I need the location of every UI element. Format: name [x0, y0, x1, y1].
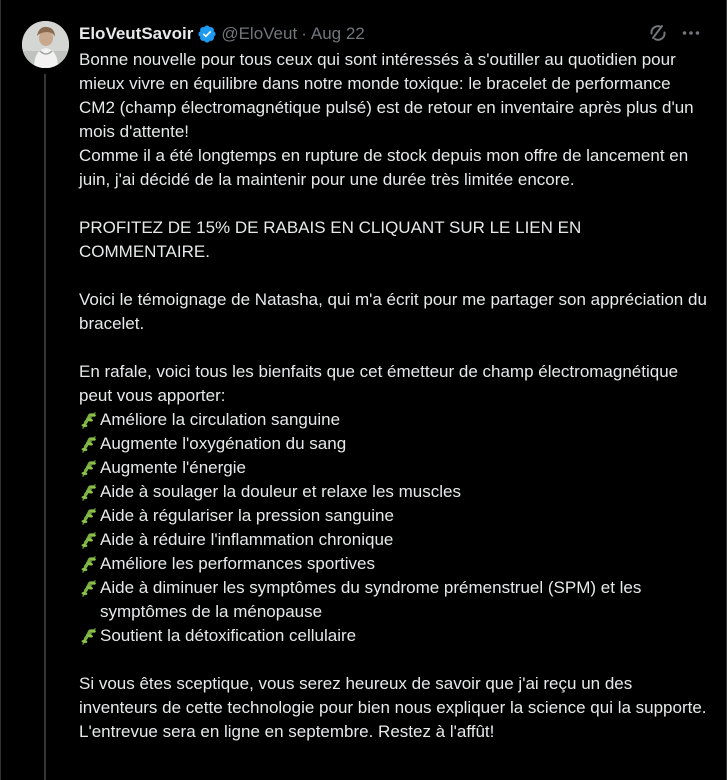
benefit-list [79, 408, 709, 648]
herb-icon [79, 482, 99, 502]
paragraph-gap [79, 264, 709, 288]
benefit-item [79, 408, 709, 432]
avatar[interactable] [22, 21, 69, 68]
benefit-text: Aide à régulariser la pression sanguine [100, 506, 394, 525]
verified-badge-icon [197, 24, 217, 44]
display-name[interactable]: EloVeutSavoir [79, 24, 194, 43]
benefit-item [79, 480, 709, 504]
benefit-text: Aide à soulager la douleur et relaxe les muscles [100, 482, 461, 501]
herb-icon [79, 554, 99, 574]
intro-paragraph-1: Bonne nouvelle pour tous ceux qui sont intéressés à s'outiller au quotidien pour mieux vivre en équilibre dans notre monde toxique: le bracelet de performance CM2 (champ électromagnétique pulsé) est de retour en inventaire après plus d'un mois d'attente! [79, 50, 694, 141]
herb-icon [79, 626, 99, 646]
testimonial-text: Voici le témoignage de Natasha, qui m'a écrit pour me partager son appréciation du bracelet. [79, 290, 707, 333]
tweet-date[interactable]: Aug 22 [310, 24, 365, 43]
herb-icon [79, 578, 99, 598]
separator-dot: · [301, 24, 307, 43]
benefit-text: Soutient la détoxification cellulaire [100, 626, 357, 645]
intro-paragraph-2: Comme il a été longtemps en rupture de stock depuis mon offre de lancement en juin, j'ai décidé de la maintenir pour une durée très limitée encore. [79, 146, 689, 189]
herb-icon [79, 530, 99, 550]
benefit-text: Augmente l'énergie [100, 458, 246, 477]
paragraph-gap [79, 648, 709, 672]
avatar-image [22, 21, 69, 68]
benefit-text: Améliore la circulation sanguine [100, 410, 341, 429]
benefit-text: Augmente l'oxygénation du sang [100, 434, 347, 453]
tweet-header [79, 23, 365, 45]
benefit-text: Aide à réduire l'inflammation chronique [100, 530, 394, 549]
benefit-item [79, 528, 709, 552]
promo-text: PROFITEZ DE 15% DE RABAIS EN CLIQUANT SUR LE LIEN EN COMMENTAIRE. [79, 218, 582, 261]
grok-icon[interactable] [647, 22, 669, 44]
benefit-item [79, 624, 709, 648]
benefit-text: Aide à diminuer les symptômes du syndrome prémenstruel (SPM) et les symptômes de la ménopause [100, 578, 642, 621]
benefit-text: Améliore les performances sportives [100, 554, 375, 573]
benefit-item [79, 432, 709, 456]
benefits-intro: En rafale, voici tous les bienfaits que cet émetteur de champ électromagnétique peut vous apporter: [79, 362, 679, 405]
paragraph-gap [79, 192, 709, 216]
herb-icon [79, 458, 99, 478]
herb-icon [79, 434, 99, 454]
thread-line [44, 74, 46, 780]
benefit-item [79, 456, 709, 480]
benefit-item [79, 552, 709, 576]
handle[interactable]: @EloVeut [221, 24, 298, 43]
herb-icon [79, 506, 99, 526]
tweet-text [79, 48, 709, 744]
paragraph-gap [79, 336, 709, 360]
benefit-item [79, 576, 709, 624]
more-options-icon[interactable] [680, 22, 702, 44]
closing-paragraph: Si vous êtes sceptique, vous serez heureux de savoir que j'ai reçu un des inventeurs de cette technologie pour bien nous expliquer la science qui la supporte. L'entrevue sera en ligne en septembre. Restez à l'affût! [79, 674, 707, 741]
benefit-item [79, 504, 709, 528]
herb-icon [79, 410, 99, 430]
